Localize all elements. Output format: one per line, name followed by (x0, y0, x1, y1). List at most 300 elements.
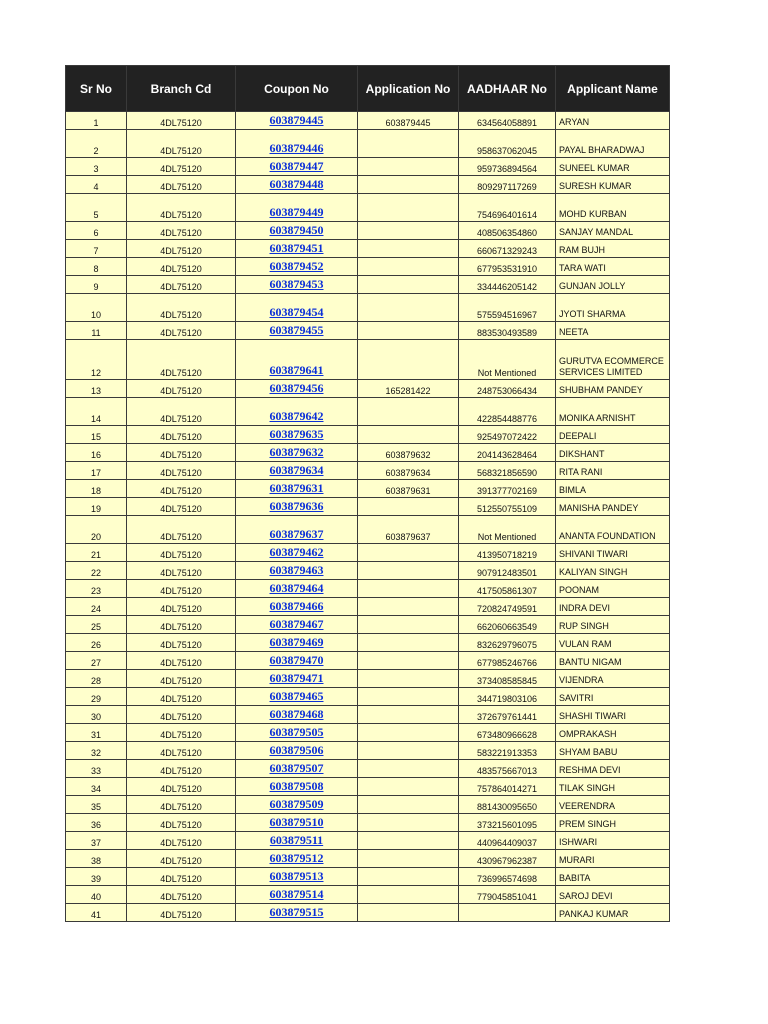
coupon-link[interactable]: 603879462 (269, 545, 324, 559)
applicant-name-cell: KALIYAN SINGH (556, 562, 670, 580)
applicant-name-cell: PAYAL BHARADWAJ (556, 130, 670, 158)
coupon-link[interactable]: 603879508 (269, 779, 324, 793)
branch-cd-cell: 4DL75120 (127, 516, 236, 544)
application-no-cell (358, 340, 459, 380)
coupon-no-cell (236, 706, 358, 724)
branch-cd-cell: 4DL75120 (127, 850, 236, 868)
application-no-cell (358, 706, 459, 724)
applicant-name-cell: PREM SINGH (556, 814, 670, 832)
coupon-no-cell (236, 194, 358, 222)
coupon-no-cell (236, 340, 358, 380)
coupon-no-cell (236, 886, 358, 904)
sr-no-cell: 15 (66, 426, 127, 444)
aadhaar-no-cell: 660671329243 (459, 240, 556, 258)
coupon-link[interactable]: 603879452 (269, 259, 324, 273)
aadhaar-no-cell (459, 904, 556, 922)
coupon-no-cell (236, 868, 358, 886)
application-no-cell: 603879637 (358, 516, 459, 544)
applicant-name-cell: SHYAM BABU (556, 742, 670, 760)
table-row (66, 516, 670, 544)
branch-cd-cell: 4DL75120 (127, 176, 236, 194)
table-row (66, 158, 670, 176)
branch-cd-cell: 4DL75120 (127, 544, 236, 562)
applicant-name-cell: SHASHI TIWARI (556, 706, 670, 724)
branch-cd-cell: 4DL75120 (127, 462, 236, 480)
application-no-cell (358, 742, 459, 760)
aadhaar-no-cell: 373408585845 (459, 670, 556, 688)
applicant-name-cell: ISHWARI (556, 832, 670, 850)
coupon-link[interactable]: 603879507 (269, 761, 324, 775)
aadhaar-no-cell: 408506354860 (459, 222, 556, 240)
application-no-cell (358, 868, 459, 886)
table-row (66, 652, 670, 670)
aadhaar-no-cell: 662060663549 (459, 616, 556, 634)
coupon-no-cell (236, 462, 358, 480)
branch-cd-cell: 4DL75120 (127, 760, 236, 778)
table-row (66, 688, 670, 706)
sr-no-cell: 13 (66, 380, 127, 398)
application-no-cell (358, 886, 459, 904)
sr-no-cell: 22 (66, 562, 127, 580)
branch-cd-cell: 4DL75120 (127, 480, 236, 498)
sr-no-cell: 35 (66, 796, 127, 814)
application-no-cell (358, 724, 459, 742)
branch-cd-cell: 4DL75120 (127, 616, 236, 634)
sr-no-cell: 17 (66, 462, 127, 480)
sr-no-cell: 23 (66, 580, 127, 598)
branch-cd-cell: 4DL75120 (127, 598, 236, 616)
table-row (66, 380, 670, 398)
aadhaar-no-cell: 373215601095 (459, 814, 556, 832)
application-no-cell (358, 294, 459, 322)
sr-no-cell: 40 (66, 886, 127, 904)
aadhaar-no-cell: 204143628464 (459, 444, 556, 462)
table-row (66, 294, 670, 322)
branch-cd-cell: 4DL75120 (127, 294, 236, 322)
sr-no-cell: 31 (66, 724, 127, 742)
applicant-name-cell: BANTU NIGAM (556, 652, 670, 670)
table-row (66, 444, 670, 462)
aadhaar-no-cell: 583221913353 (459, 742, 556, 760)
table-row (66, 904, 670, 922)
branch-cd-cell: 4DL75120 (127, 158, 236, 176)
application-no-cell (358, 652, 459, 670)
applicant-name-cell: RAM BUJH (556, 240, 670, 258)
application-no-cell: 603879445 (358, 112, 459, 130)
applicant-name-cell: SAVITRI (556, 688, 670, 706)
branch-cd-cell: 4DL75120 (127, 706, 236, 724)
coupon-link[interactable]: 603879464 (269, 581, 324, 595)
coupon-link[interactable]: 603879453 (269, 277, 324, 291)
application-no-cell (358, 814, 459, 832)
coupon-link[interactable]: 603879446 (269, 141, 324, 155)
coupon-link[interactable]: 603879466 (269, 599, 324, 613)
application-no-cell (358, 158, 459, 176)
coupon-link[interactable]: 603879636 (269, 499, 324, 513)
coupon-no-cell (236, 240, 358, 258)
aadhaar-no-cell: 754696401614 (459, 194, 556, 222)
table-body (66, 112, 670, 922)
applicant-name-cell: RITA RANI (556, 462, 670, 480)
applicant-name-cell: POONAM (556, 580, 670, 598)
application-no-cell (358, 850, 459, 868)
sr-no-cell: 12 (66, 340, 127, 380)
applicant-name-cell: RUP SINGH (556, 616, 670, 634)
coupon-no-cell (236, 544, 358, 562)
sr-no-cell: 20 (66, 516, 127, 544)
coupon-link[interactable]: 603879514 (269, 887, 324, 901)
coupon-no-cell (236, 258, 358, 276)
sr-no-cell: 11 (66, 322, 127, 340)
applicant-name-cell: NEETA (556, 322, 670, 340)
table-row (66, 322, 670, 340)
table-row (66, 616, 670, 634)
sr-no-cell: 5 (66, 194, 127, 222)
table-row (66, 868, 670, 886)
coupon-link[interactable]: 603879642 (269, 409, 324, 423)
coupon-link[interactable]: 603879506 (269, 743, 324, 757)
application-no-cell: 165281422 (358, 380, 459, 398)
coupon-link[interactable]: 603879641 (269, 363, 324, 377)
coupon-link[interactable]: 603879469 (269, 635, 324, 649)
branch-cd-cell: 4DL75120 (127, 562, 236, 580)
application-no-cell (358, 130, 459, 158)
coupon-link[interactable]: 603879471 (269, 671, 324, 685)
applicant-name-cell: MONIKA ARNISHT (556, 398, 670, 426)
aadhaar-no-cell: 430967962387 (459, 850, 556, 868)
aadhaar-no-cell: 925497072422 (459, 426, 556, 444)
applicant-name-cell: SUNEEL KUMAR (556, 158, 670, 176)
applicant-name-cell: MANISHA PANDEY (556, 498, 670, 516)
branch-cd-cell: 4DL75120 (127, 634, 236, 652)
sr-no-cell: 38 (66, 850, 127, 868)
coupon-link[interactable]: 603879465 (269, 689, 324, 703)
application-no-cell (358, 562, 459, 580)
coupon-link[interactable]: 603879505 (269, 725, 324, 739)
sr-no-cell: 16 (66, 444, 127, 462)
table-row (66, 778, 670, 796)
table-row (66, 480, 670, 498)
coupon-no-cell (236, 796, 358, 814)
table-row (66, 240, 670, 258)
table-row (66, 886, 670, 904)
application-no-cell (358, 616, 459, 634)
table-row (66, 176, 670, 194)
aadhaar-no-cell: 958637062045 (459, 130, 556, 158)
application-no-cell: 603879632 (358, 444, 459, 462)
coupon-no-cell (236, 814, 358, 832)
branch-cd-cell: 4DL75120 (127, 276, 236, 294)
coupon-no-cell (236, 688, 358, 706)
branch-cd-cell: 4DL75120 (127, 796, 236, 814)
aadhaar-no-cell: 440964409037 (459, 832, 556, 850)
coupon-link[interactable]: 603879510 (269, 815, 324, 829)
applicant-name-cell: SAROJ DEVI (556, 886, 670, 904)
coupon-no-cell (236, 742, 358, 760)
sr-no-cell: 9 (66, 276, 127, 294)
application-no-cell (358, 580, 459, 598)
application-no-cell (358, 904, 459, 922)
aadhaar-no-cell: 422854488776 (459, 398, 556, 426)
aadhaar-no-cell: 881430095650 (459, 796, 556, 814)
sr-no-cell: 39 (66, 868, 127, 886)
aadhaar-no-cell: 736996574698 (459, 868, 556, 886)
applicants-table (65, 65, 670, 922)
table-row (66, 462, 670, 480)
table-row (66, 426, 670, 444)
coupon-link[interactable]: 603879515 (269, 905, 324, 919)
table-row (66, 562, 670, 580)
sr-no-cell: 41 (66, 904, 127, 922)
coupon-no-cell (236, 598, 358, 616)
branch-cd-cell: 4DL75120 (127, 868, 236, 886)
applicant-name-cell: VULAN RAM (556, 634, 670, 652)
table-row (66, 580, 670, 598)
table-row (66, 130, 670, 158)
branch-cd-cell: 4DL75120 (127, 832, 236, 850)
sr-no-cell: 6 (66, 222, 127, 240)
sr-no-cell: 7 (66, 240, 127, 258)
applicant-name-cell: ARYAN (556, 112, 670, 130)
branch-cd-cell: 4DL75120 (127, 688, 236, 706)
header-branch-cd: Branch Cd (127, 66, 236, 112)
table-row (66, 340, 670, 380)
sr-no-cell: 26 (66, 634, 127, 652)
coupon-no-cell (236, 850, 358, 868)
coupon-link[interactable]: 603879447 (269, 159, 324, 173)
table-row (66, 670, 670, 688)
table-row (66, 222, 670, 240)
table-row (66, 832, 670, 850)
branch-cd-cell: 4DL75120 (127, 904, 236, 922)
aadhaar-no-cell: 832629796075 (459, 634, 556, 652)
coupon-no-cell (236, 176, 358, 194)
applicant-name-cell: VIJENDRA (556, 670, 670, 688)
coupon-link[interactable]: 603879454 (269, 305, 324, 319)
sr-no-cell: 30 (66, 706, 127, 724)
coupon-link[interactable]: 603879470 (269, 653, 324, 667)
branch-cd-cell: 4DL75120 (127, 322, 236, 340)
coupon-no-cell (236, 498, 358, 516)
coupon-link[interactable]: 603879463 (269, 563, 324, 577)
coupon-link[interactable]: 603879468 (269, 707, 324, 721)
applicant-name-cell: MURARI (556, 850, 670, 868)
coupon-no-cell (236, 634, 358, 652)
coupon-link[interactable]: 603879456 (269, 381, 324, 395)
coupon-link[interactable]: 603879445 (269, 113, 324, 127)
application-no-cell (358, 544, 459, 562)
branch-cd-cell: 4DL75120 (127, 340, 236, 380)
application-no-cell (358, 634, 459, 652)
sr-no-cell: 24 (66, 598, 127, 616)
aadhaar-no-cell: 483575667013 (459, 760, 556, 778)
coupon-no-cell (236, 516, 358, 544)
coupon-no-cell (236, 904, 358, 922)
coupon-no-cell (236, 158, 358, 176)
branch-cd-cell: 4DL75120 (127, 398, 236, 426)
sr-no-cell: 27 (66, 652, 127, 670)
coupon-link[interactable]: 603879637 (269, 527, 324, 541)
applicant-name-cell: MOHD KURBAN (556, 194, 670, 222)
aadhaar-no-cell: 677953531910 (459, 258, 556, 276)
branch-cd-cell: 4DL75120 (127, 814, 236, 832)
coupon-no-cell (236, 778, 358, 796)
sr-no-cell: 28 (66, 670, 127, 688)
aadhaar-no-cell: 720824749591 (459, 598, 556, 616)
branch-cd-cell: 4DL75120 (127, 130, 236, 158)
applicant-name-cell: DEEPALI (556, 426, 670, 444)
coupon-no-cell (236, 426, 358, 444)
header-sr-no: Sr No (66, 66, 127, 112)
aadhaar-no-cell: 809297117269 (459, 176, 556, 194)
table-row (66, 634, 670, 652)
aadhaar-no-cell: Not Mentioned (459, 340, 556, 380)
branch-cd-cell: 4DL75120 (127, 240, 236, 258)
table-row (66, 544, 670, 562)
application-no-cell (358, 322, 459, 340)
applicant-name-cell: PANKAJ KUMAR (556, 904, 670, 922)
table-row (66, 706, 670, 724)
applicant-name-cell: GUNJAN JOLLY (556, 276, 670, 294)
coupon-link[interactable]: 603879450 (269, 223, 324, 237)
sr-no-cell: 37 (66, 832, 127, 850)
application-no-cell: 603879634 (358, 462, 459, 480)
sr-no-cell: 1 (66, 112, 127, 130)
table-row (66, 850, 670, 868)
coupon-link[interactable]: 603879632 (269, 445, 324, 459)
sr-no-cell: 29 (66, 688, 127, 706)
sr-no-cell: 10 (66, 294, 127, 322)
application-no-cell (358, 598, 459, 616)
applicant-name-cell: INDRA DEVI (556, 598, 670, 616)
table-row (66, 398, 670, 426)
aadhaar-no-cell: 512550755109 (459, 498, 556, 516)
application-no-cell (358, 222, 459, 240)
header-coupon-no: Coupon No (236, 66, 358, 112)
table-row (66, 760, 670, 778)
application-no-cell (358, 240, 459, 258)
branch-cd-cell: 4DL75120 (127, 444, 236, 462)
applicant-name-cell: RESHMA DEVI (556, 760, 670, 778)
coupon-link[interactable]: 603879467 (269, 617, 324, 631)
coupon-link[interactable]: 603879511 (269, 833, 324, 847)
coupon-link[interactable]: 603879448 (269, 177, 324, 191)
sr-no-cell: 32 (66, 742, 127, 760)
coupon-link[interactable]: 603879451 (269, 241, 324, 255)
applicant-name-cell: BABITA (556, 868, 670, 886)
branch-cd-cell: 4DL75120 (127, 724, 236, 742)
branch-cd-cell: 4DL75120 (127, 112, 236, 130)
coupon-no-cell (236, 652, 358, 670)
sr-no-cell: 19 (66, 498, 127, 516)
sr-no-cell: 2 (66, 130, 127, 158)
table-row (66, 112, 670, 130)
table-row (66, 724, 670, 742)
sr-no-cell: 14 (66, 398, 127, 426)
applicant-name-cell: DIKSHANT (556, 444, 670, 462)
coupon-link[interactable]: 603879635 (269, 427, 324, 441)
coupon-no-cell (236, 616, 358, 634)
coupon-no-cell (236, 832, 358, 850)
coupon-no-cell (236, 276, 358, 294)
coupon-no-cell (236, 222, 358, 240)
applicant-name-cell: SANJAY MANDAL (556, 222, 670, 240)
aadhaar-no-cell: 344719803106 (459, 688, 556, 706)
coupon-no-cell (236, 112, 358, 130)
applicant-name-cell: OMPRAKASH (556, 724, 670, 742)
coupon-no-cell (236, 130, 358, 158)
aadhaar-no-cell: 334446205142 (459, 276, 556, 294)
branch-cd-cell: 4DL75120 (127, 498, 236, 516)
coupon-link[interactable]: 603879449 (269, 205, 324, 219)
branch-cd-cell: 4DL75120 (127, 222, 236, 240)
sr-no-cell: 21 (66, 544, 127, 562)
applicant-name-cell: SURESH KUMAR (556, 176, 670, 194)
header-applicant-name: Applicant Name (556, 66, 670, 112)
table-row (66, 194, 670, 222)
application-no-cell (358, 778, 459, 796)
applicant-name-cell: VEERENDRA (556, 796, 670, 814)
table-row (66, 498, 670, 516)
branch-cd-cell: 4DL75120 (127, 886, 236, 904)
application-no-cell: 603879631 (358, 480, 459, 498)
application-no-cell (358, 498, 459, 516)
branch-cd-cell: 4DL75120 (127, 670, 236, 688)
applicant-name-cell: TILAK SINGH (556, 778, 670, 796)
coupon-no-cell (236, 480, 358, 498)
coupon-link[interactable]: 603879631 (269, 481, 324, 495)
coupon-link[interactable]: 603879634 (269, 463, 324, 477)
header-aadhaar-no: AADHAAR No (459, 66, 556, 112)
coupon-no-cell (236, 724, 358, 742)
application-no-cell (358, 832, 459, 850)
application-no-cell (358, 258, 459, 276)
application-no-cell (358, 670, 459, 688)
aadhaar-no-cell: 779045851041 (459, 886, 556, 904)
sr-no-cell: 25 (66, 616, 127, 634)
coupon-link[interactable]: 603879512 (269, 851, 324, 865)
sr-no-cell: 18 (66, 480, 127, 498)
coupon-no-cell (236, 670, 358, 688)
applicant-name-cell: ANANTA FOUNDATION (556, 516, 670, 544)
application-no-cell (358, 176, 459, 194)
branch-cd-cell: 4DL75120 (127, 194, 236, 222)
aadhaar-no-cell: 417505861307 (459, 580, 556, 598)
aadhaar-no-cell: 413950718219 (459, 544, 556, 562)
coupon-link[interactable]: 603879509 (269, 797, 324, 811)
branch-cd-cell: 4DL75120 (127, 652, 236, 670)
branch-cd-cell: 4DL75120 (127, 258, 236, 276)
application-no-cell (358, 426, 459, 444)
aadhaar-no-cell: 575594516967 (459, 294, 556, 322)
table-row (66, 598, 670, 616)
table-row (66, 742, 670, 760)
aadhaar-no-cell: 959736894564 (459, 158, 556, 176)
coupon-link[interactable]: 603879455 (269, 323, 324, 337)
branch-cd-cell: 4DL75120 (127, 426, 236, 444)
applicant-name-cell: SHUBHAM PANDEY (556, 380, 670, 398)
coupon-link[interactable]: 603879513 (269, 869, 324, 883)
sr-no-cell: 3 (66, 158, 127, 176)
application-no-cell (358, 760, 459, 778)
table-row (66, 796, 670, 814)
sr-no-cell: 4 (66, 176, 127, 194)
aadhaar-no-cell: 248753066434 (459, 380, 556, 398)
application-no-cell (358, 688, 459, 706)
branch-cd-cell: 4DL75120 (127, 380, 236, 398)
header-row (66, 66, 670, 112)
header-application-no: Application No (358, 66, 459, 112)
